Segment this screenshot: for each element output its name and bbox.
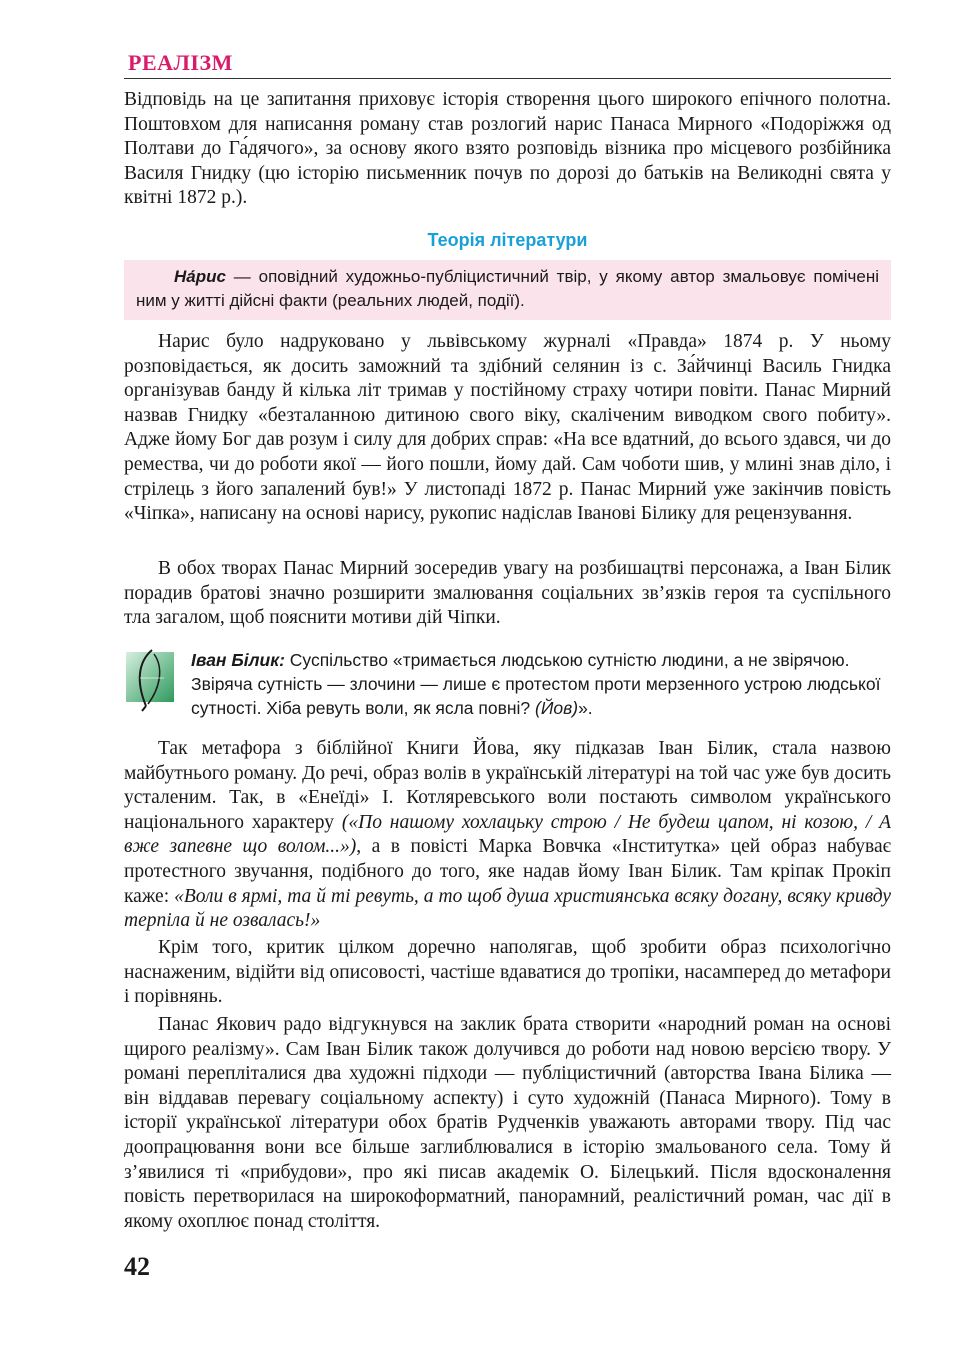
theory-heading: Теорія літератури [427, 230, 588, 250]
page-number: 42 [124, 1252, 150, 1281]
p4-quote-eneida: («По нашому хохлацьку строю / Не будеш цапом, ні козою, / А вже запевне що волом...») [124, 811, 891, 858]
section-title: РЕАЛІЗМ [128, 50, 233, 75]
quill-pen-icon [124, 648, 178, 712]
p4-text-a: Так метафора з біблійної Книги Йова, яку підказав Іван Білик, стала назвою майбутнього роману. До речі, образ волів в українській літературі на той час уже був досить усталеним. Так, в «Енеїді» І. Котляревського воли постають символом українського національного характеру [124, 738, 891, 833]
p4-quote-prokip: «Воли в ярмі, та й ті ревуть, а то щоб душа християнська всяку догану, всяку кривду терпіла й не озвалась!» [124, 885, 891, 932]
quote-source: (Йов) [535, 698, 579, 718]
paragraph-intro: Відповідь на це запитання приховує історія створення цього широкого епічного полотна. Поштовхом для написання роману став розлогий нарис Панаса Мирного «Подоріжжя од Полтави до Га́дячого», за основу якого взято розповідь візника про місцевого розбійника Василя Гнидку (цю історію письменник почув по дорозі до батьків на Великодні свята у квітні 1872 р.). [124, 89, 891, 209]
theory-term: На́рис [174, 267, 226, 286]
quote-end: ». [578, 698, 593, 718]
bilyk-quote [191, 648, 891, 720]
paragraph-critic: Крім того, критик цілком доречно наполягав, щоб зробити образ психологічно наснаженим, відійти від описовості, частіше вдаватися до тропіки, насамперед до метафори і порівнянь. [124, 937, 891, 1008]
quote-text: Суспільство «тримається людською сутністю людини, а не звірячою. Звіряча сутність — злочини — лише є протестом проти мерзенного устрою людської сутності. Хіба ревуть воли, як ясла повні? [191, 650, 881, 718]
paragraph-narys: Нарис було надруковано у львівському журналі «Правда» 1874 р. У ньому розповідається, як досить заможний та здібний селянин із с. За́йчинці Василь Гнидка організував банду й кілька літ тримав у постійному страху чотири повіти. Панас Мирний назвав Гнидку «безталанною дитиною свого віку, скаліченим виводком свого побиту». Адже йому Бог дав розум і силу для добрих справ: «На все вдатний, до всього здався, чи до ремества, чи до роботи якої — його пошли, йому дай. Сам чоботи шив, у млині знав діло, і стрілець з його запалений був!» У листопаді 1872 р. Панас Мирний уже закінчив повість «Чіпка», написану на основі нарису, рукопис надіслав Іванові Білику для рецензування. [124, 331, 891, 525]
paragraph-both-works: В обох творах Панас Мирний зосередив увагу на розбишацтві персонажа, а Іван Білик порадив братові значно розширити змалювання соціальних зв’язків героя та суспільного тла загалом, щоб пояснити мотиви дій Чіпки. [124, 558, 891, 629]
theory-definition-box [124, 260, 891, 320]
paragraph-metaphor [124, 737, 891, 934]
p4-text-c: , а в повісті Марка Вовчка «Інститутка» цей образ набуває протестного звучання, подібного до того, яке надав йому Іван Білик. Там кріпак Прокіп каже: [124, 836, 891, 907]
paragraph-panas: Панас Якович радо відгукнувся на заклик брата створити «народний роман на основі щирого реалізму». Сам Іван Білик також долучився до роботи над новою версією твору. У романі перепліталися два художні підходи — публіцистичний (авторства Івана Білика — він віддавав перевагу соціальному аспекту) і суто художній (Панаса Мирного). Тому в історії української літератури обох братів Рудченків уважають авторами твору. Під час доопрацювання вони все більше заглиблювалися в історію змальованого села. Тому й з’явилися ті «прибудови», про які писав академік О. Білецький. Після вдосконалення повість перетворилася на широкоформатний, панорамний, реалістичний роман, час дії в якому охоплює понад століття. [124, 1014, 891, 1232]
quote-author: Іван Білик: [191, 650, 285, 670]
theory-definition: — оповідний художньо-публіцистичний твір, у якому автор змальовує помічені ним у житті дійсні факти (реальних людей, події). [136, 267, 879, 310]
page-header [124, 48, 891, 79]
